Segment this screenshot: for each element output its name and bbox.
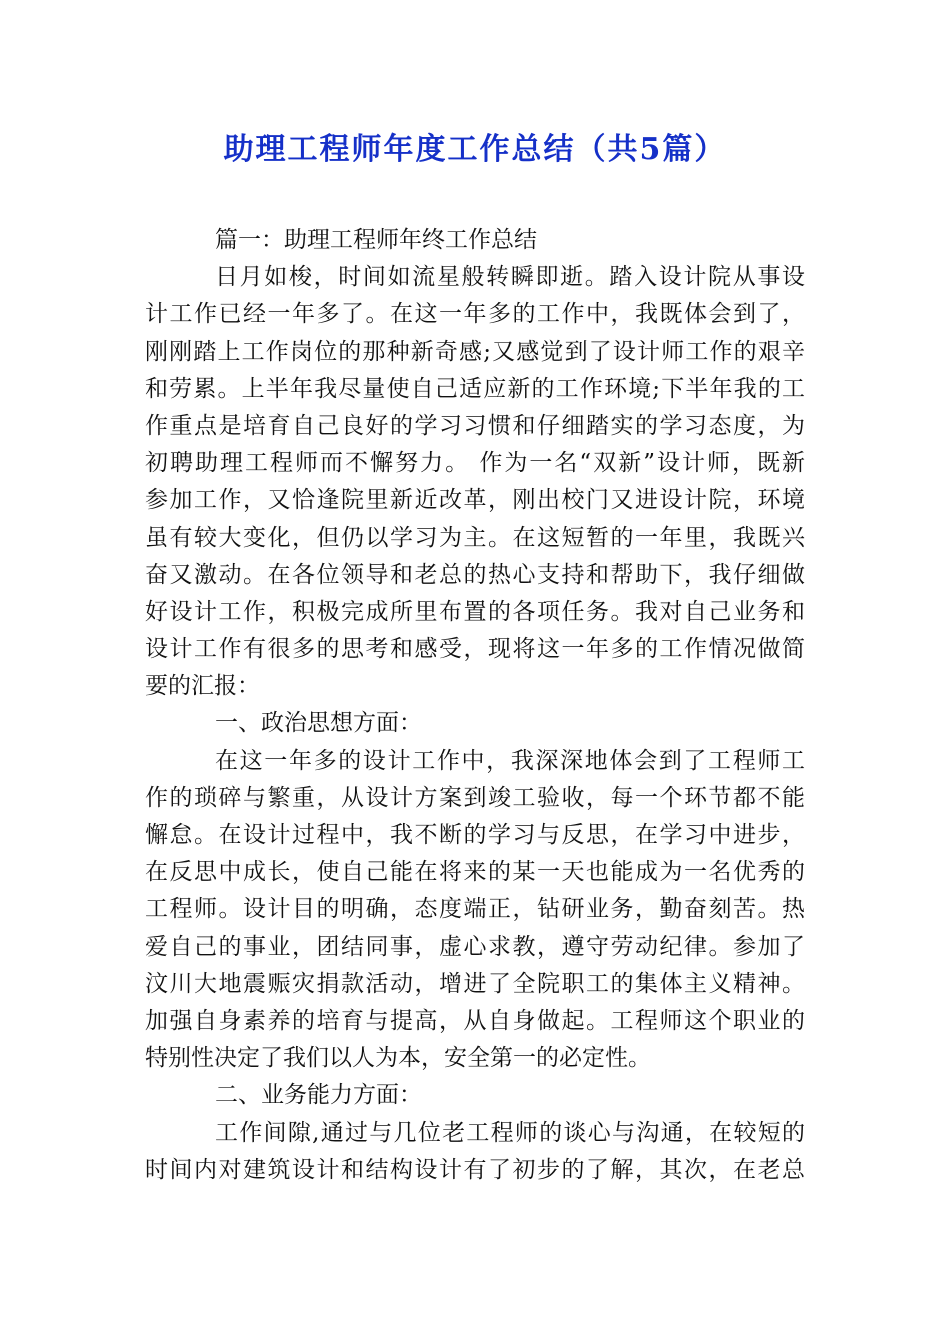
text-line: 一、政治思想方面：	[215, 710, 422, 737]
text-line: 工程师。设计目的明确，态度端正，钻研业务，勤奋刻苦。热	[145, 896, 805, 923]
text-line: 和劳累。上半年我尽量使自己适应新的工作环境;下半年我的工	[145, 375, 805, 402]
text-line: 在这一年多的设计工作中，我深深地体会到了工程师工	[215, 747, 805, 774]
document-title: 助理工程师年度工作总结（共5篇）	[223, 132, 727, 167]
text-line: 懈怠。在设计过程中，我不断的学习与反思，在学习中进步，	[145, 822, 805, 848]
text-line: 刚刚踏上工作岗位的那种新奇感;又感觉到了设计师工作的艰辛	[145, 338, 805, 365]
text-line: 参加工作，又恰逢院里新近改革，刚出校门又进设计院，环境	[145, 487, 805, 514]
text-line: 汶川大地震赈灾捐款活动，增进了全院职工的集体主义精神。	[145, 970, 805, 997]
text-line: 爱自己的事业，团结同事，虚心求教，遵守劳动纪律。参加了	[145, 933, 805, 960]
text-line: 加强自身素养的培育与提高，从自身做起。工程师这个职业的	[145, 1007, 805, 1034]
text-line: 初聘助理工程师而不懈努力。 作为一名“双新”设计师，既新	[145, 450, 805, 477]
text-line: 好设计工作，积极完成所里布置的各项任务。我对自己业务和	[145, 598, 805, 625]
text-line: 作的琐碎与繁重，从设计方案到竣工验收，每一个环节都不能	[145, 784, 805, 811]
text-line: 在反思中成长，使自己能在将来的某一天也能成为一名优秀的	[145, 859, 805, 886]
text-line: 奋又激动。在各位领导和老总的热心支持和帮助下，我仔细做	[145, 561, 805, 588]
text-line: 篇一：助理工程师年终工作总结	[215, 227, 537, 253]
text-line: 设计工作有很多的思考和感受，现将这一年多的工作情况做简	[145, 636, 805, 663]
text-line: 工作间隙,通过与几位老工程师的谈心与沟通，在较短的	[215, 1119, 805, 1146]
text-line: 作重点是培育自己良好的学习习惯和仔细踏实的学习态度，为	[145, 412, 805, 439]
text-line: 计工作已经一年多了。在这一年多的工作中，我既体会到了，	[145, 301, 805, 328]
text-line: 特别性决定了我们以人为本，安全第一的必定性。	[145, 1045, 651, 1072]
text-line: 虽有较大变化，但仍以学习为主。在这短暂的一年里，我既兴	[145, 524, 805, 551]
text-line: 要的汇报：	[145, 673, 260, 700]
text-line: 时间内对建筑设计和结构设计有了初步的了解，其次，在老总	[145, 1156, 805, 1183]
text-line: 二、业务能力方面：	[215, 1082, 422, 1109]
text-line: 日月如梭，时间如流星般转瞬即逝。踏入设计院从事设	[215, 264, 805, 291]
document-body	[145, 222, 805, 1189]
